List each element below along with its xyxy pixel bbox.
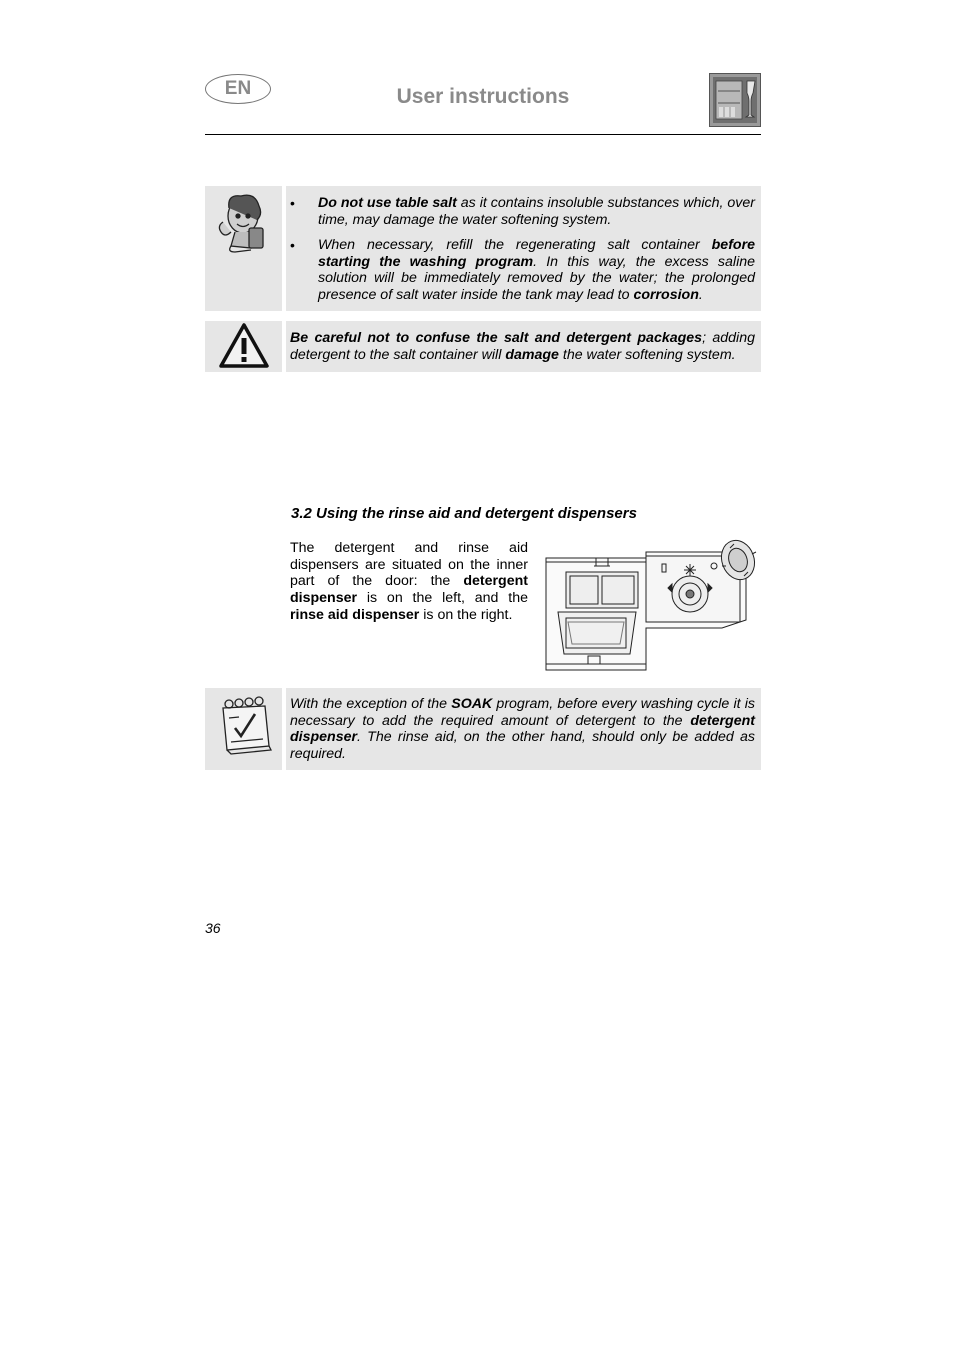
list-item: • When necessary, refill the regenerating salt container before starting the washing program. In this way, the excess saline solution will be immediately removed by the water; the prolonged presence of salt water inside the tank may lead to corrosion. bbox=[286, 237, 761, 303]
dishwasher-glasses-image bbox=[709, 73, 761, 127]
section-heading: 3.2 Using the rinse aid and detergent dispensers bbox=[291, 505, 637, 522]
tip-salt-text bbox=[286, 186, 761, 311]
page-number: 36 bbox=[205, 920, 221, 936]
warning-icon-panel bbox=[205, 321, 282, 372]
cartoon-character-icon bbox=[205, 186, 282, 311]
note-icon-panel bbox=[205, 688, 282, 770]
dispenser-illustration bbox=[540, 536, 762, 672]
tip-icon-panel bbox=[205, 186, 282, 311]
section-paragraph: The detergent and rinse aid dispensers are situated on the inner part of the door: the detergent dispenser is on the left, and the rinse aid dispenser is on the right. bbox=[290, 540, 528, 623]
language-badge: EN bbox=[205, 74, 271, 104]
warning-text: Be careful not to confuse the salt and detergent packages; adding detergent to the salt container will damage the water softening system. bbox=[286, 321, 761, 372]
note-text: With the exception of the SOAK program, before every washing cycle it is necessary to add the required amount of detergent to the detergent dispenser. The rinse aid, on the other hand, should only be added as required. bbox=[286, 688, 761, 770]
page-title: User instructions bbox=[396, 85, 570, 108]
checklist-notepad-icon bbox=[205, 688, 282, 770]
list-item: • Do not use table salt as it contains insoluble substances which, over time, may damage the water softening system. bbox=[286, 195, 761, 228]
header-divider bbox=[205, 134, 761, 135]
warning-triangle-icon bbox=[205, 321, 282, 372]
